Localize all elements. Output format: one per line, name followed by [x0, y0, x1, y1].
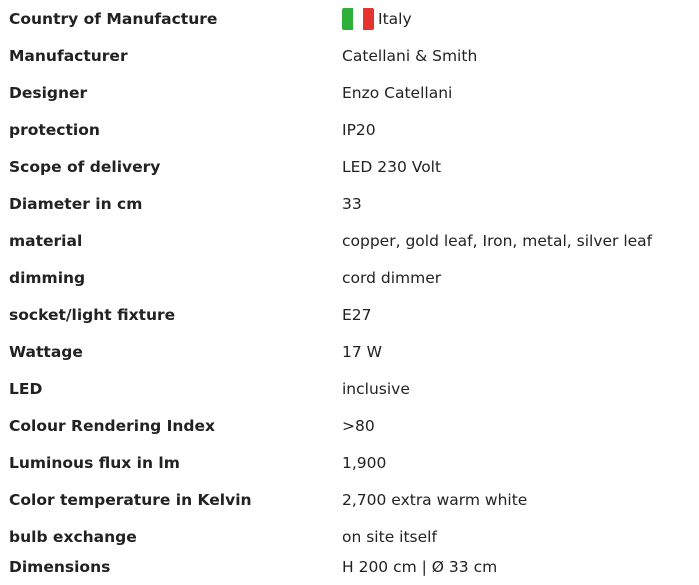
- spec-row-luminous-flux: [0, 446, 699, 480]
- spec-label: protection: [9, 121, 100, 139]
- spec-row-dimming: [0, 261, 699, 295]
- spec-row-dimensions: [0, 550, 699, 584]
- spec-row-country: [0, 2, 699, 36]
- spec-value: cord dimmer: [342, 269, 442, 287]
- spec-value: Enzo Catellani: [342, 84, 453, 102]
- spec-value: Italy: [378, 10, 412, 28]
- spec-row-protection: [0, 113, 699, 147]
- spec-label: Luminous flux in lm: [9, 454, 180, 472]
- spec-row-designer: [0, 76, 699, 110]
- italy-flag-icon: [342, 8, 374, 30]
- spec-value-container: [342, 2, 412, 36]
- spec-value: Catellani & Smith: [342, 47, 478, 65]
- spec-label: Designer: [9, 84, 88, 102]
- spec-row-bulb-exchange: [0, 520, 699, 554]
- spec-label: Diameter in cm: [9, 195, 143, 213]
- spec-label: Manufacturer: [9, 47, 128, 65]
- spec-label: dimming: [9, 269, 86, 287]
- spec-row-led: [0, 372, 699, 406]
- spec-label: Dimensions: [9, 558, 111, 576]
- spec-label: Scope of delivery: [9, 158, 161, 176]
- spec-value: 1,900: [342, 454, 387, 472]
- spec-value: H 200 cm | Ø 33 cm: [342, 558, 498, 576]
- spec-row-color-temperature: [0, 483, 699, 517]
- spec-row-manufacturer: [0, 39, 699, 73]
- spec-row-wattage: [0, 335, 699, 369]
- spec-value: 2,700 extra warm white: [342, 491, 528, 509]
- spec-label: material: [9, 232, 83, 250]
- spec-value: IP20: [342, 121, 376, 139]
- spec-value: 17 W: [342, 343, 382, 361]
- spec-label: Country of Manufacture: [9, 10, 218, 28]
- spec-value: copper, gold leaf, Iron, metal, silver leaf: [342, 232, 653, 250]
- spec-value: on site itself: [342, 528, 437, 546]
- spec-label: Color temperature in Kelvin: [9, 491, 252, 509]
- spec-value: E27: [342, 306, 372, 324]
- spec-value: 33: [342, 195, 362, 213]
- spec-value: >80: [342, 417, 375, 435]
- spec-row-scope-of-delivery: [0, 150, 699, 184]
- spec-value: inclusive: [342, 380, 410, 398]
- spec-value: LED 230 Volt: [342, 158, 442, 176]
- spec-label: bulb exchange: [9, 528, 137, 546]
- spec-label: socket/light fixture: [9, 306, 176, 324]
- spec-row-diameter: [0, 187, 699, 221]
- spec-row-material: [0, 224, 699, 258]
- spec-row-colour-rendering-index: [0, 409, 699, 443]
- spec-row-socket: [0, 298, 699, 332]
- spec-label: Wattage: [9, 343, 83, 361]
- spec-label: LED: [9, 380, 43, 398]
- spec-label: Colour Rendering Index: [9, 417, 216, 435]
